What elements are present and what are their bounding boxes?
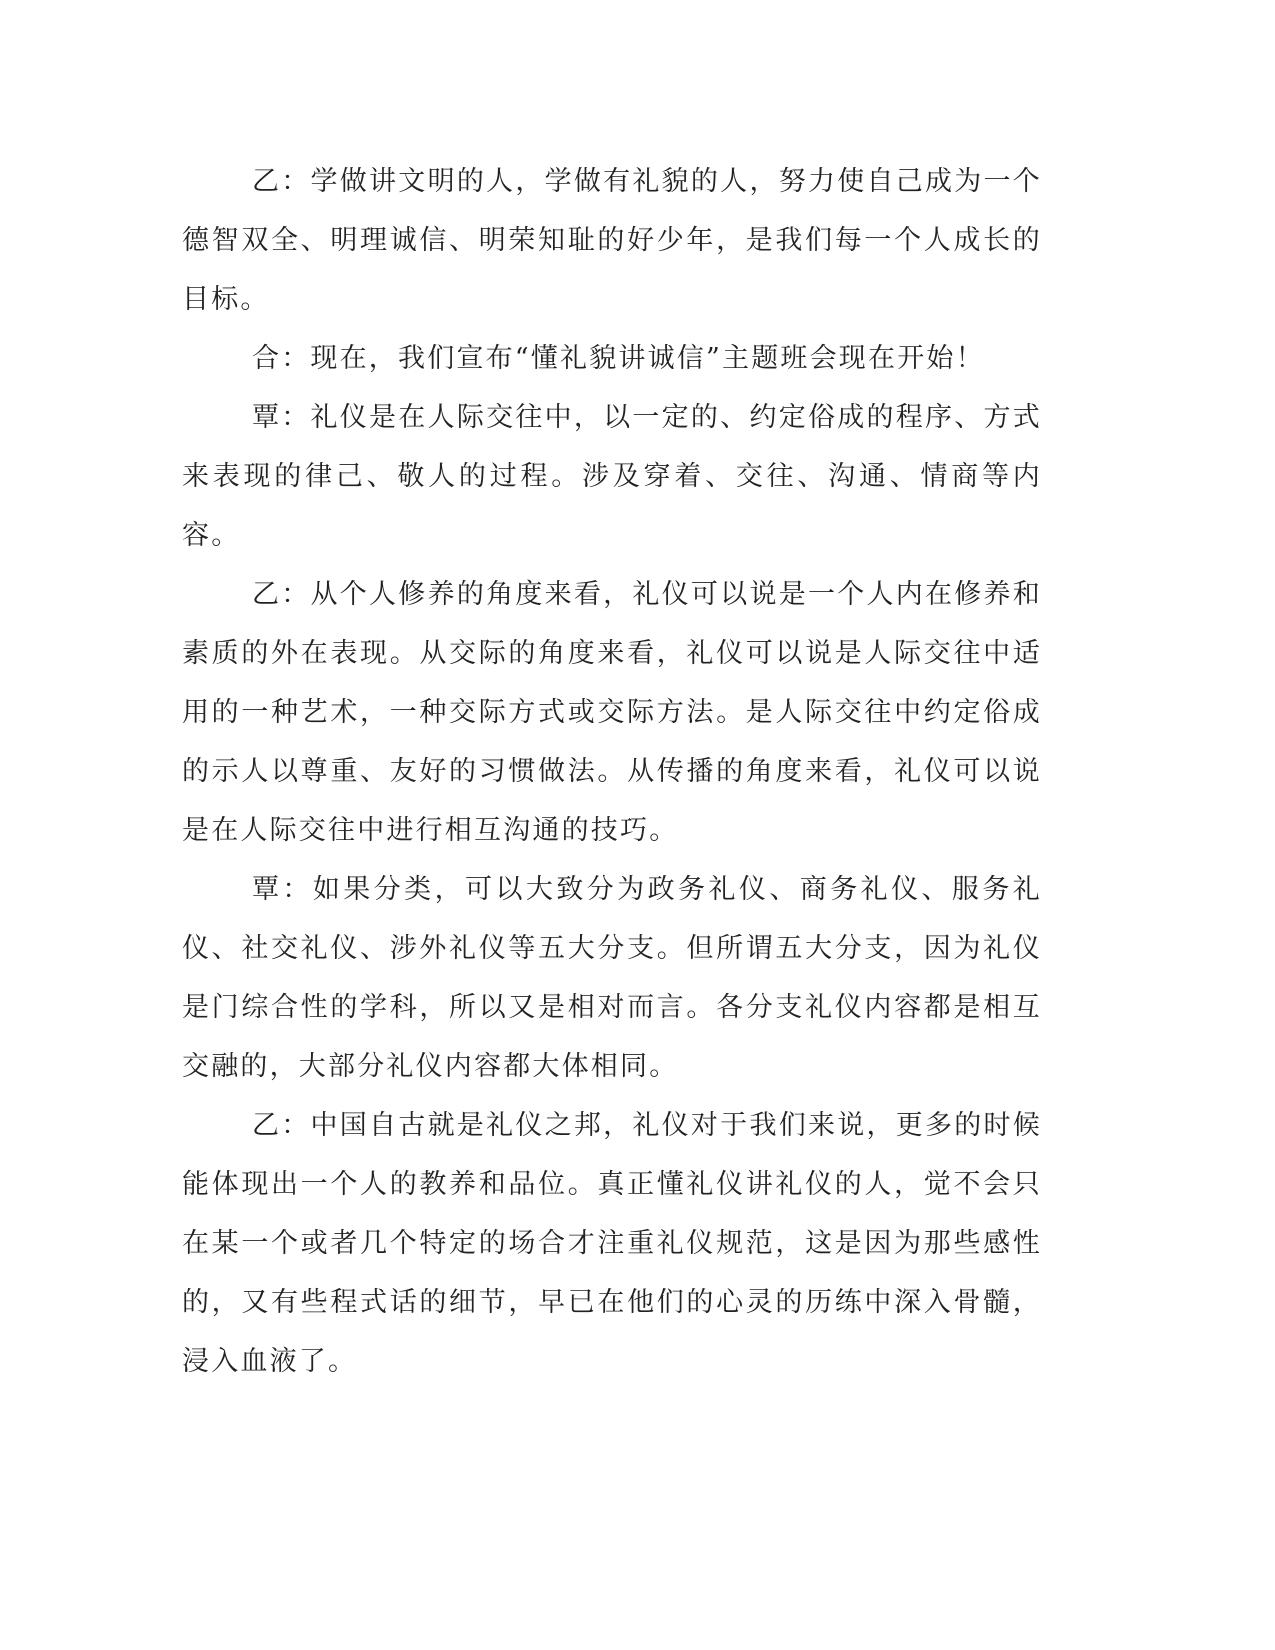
- paragraph-intro-goal: 乙：学做讲文明的人，学做有礼貌的人，努力使自己成为一个德智双全、明理诚信、明荣知耻的好少年，是我们每一个人成长的目标。: [182, 166, 1042, 315]
- paragraph-etiquette-definition: 覃：礼仪是在人际交往中，以一定的、约定俗成的程序、方式来表现的律己、敬人的过程。涉及穿着、交往、沟通、情商等内容。: [182, 402, 1042, 551]
- document-body: [182, 152, 1042, 1391]
- paragraph-china-etiquette: 乙：中国自古就是礼仪之邦，礼仪对于我们来说，更多的时候能体现出一个人的教养和品位。真正懂礼仪讲礼仪的人，觉不会只在某一个或者几个特定的场合才注重礼仪规范，这是因为那些感性的，又有些程式话的细节，早已在他们的心灵的历练中深入骨髓，浸入血液了。: [182, 1110, 1042, 1377]
- paragraph-etiquette-categories: 覃：如果分类，可以大致分为政务礼仪、商务礼仪、服务礼仪、社交礼仪、涉外礼仪等五大分支。但所谓五大分支，因为礼仪是门综合性的学科，所以又是相对而言。各分支礼仪内容都是相互交融的，大部分礼仪内容都大体相同。: [182, 874, 1042, 1082]
- paragraph-etiquette-perspectives: 乙：从个人修养的角度来看，礼仪可以说是一个人内在修养和素质的外在表现。从交际的角度来看，礼仪可以说是人际交往中适用的一种艺术，一种交际方式或交际方法。是人际交往中约定俗成的示人以尊重、友好的习惯做法。从传播的角度来看，礼仪可以说是在人际交往中进行相互沟通的技巧。: [182, 579, 1042, 846]
- paragraph-announcement: 合：现在，我们宣布“懂礼貌讲诚信”主题班会现在开始！: [252, 343, 985, 374]
